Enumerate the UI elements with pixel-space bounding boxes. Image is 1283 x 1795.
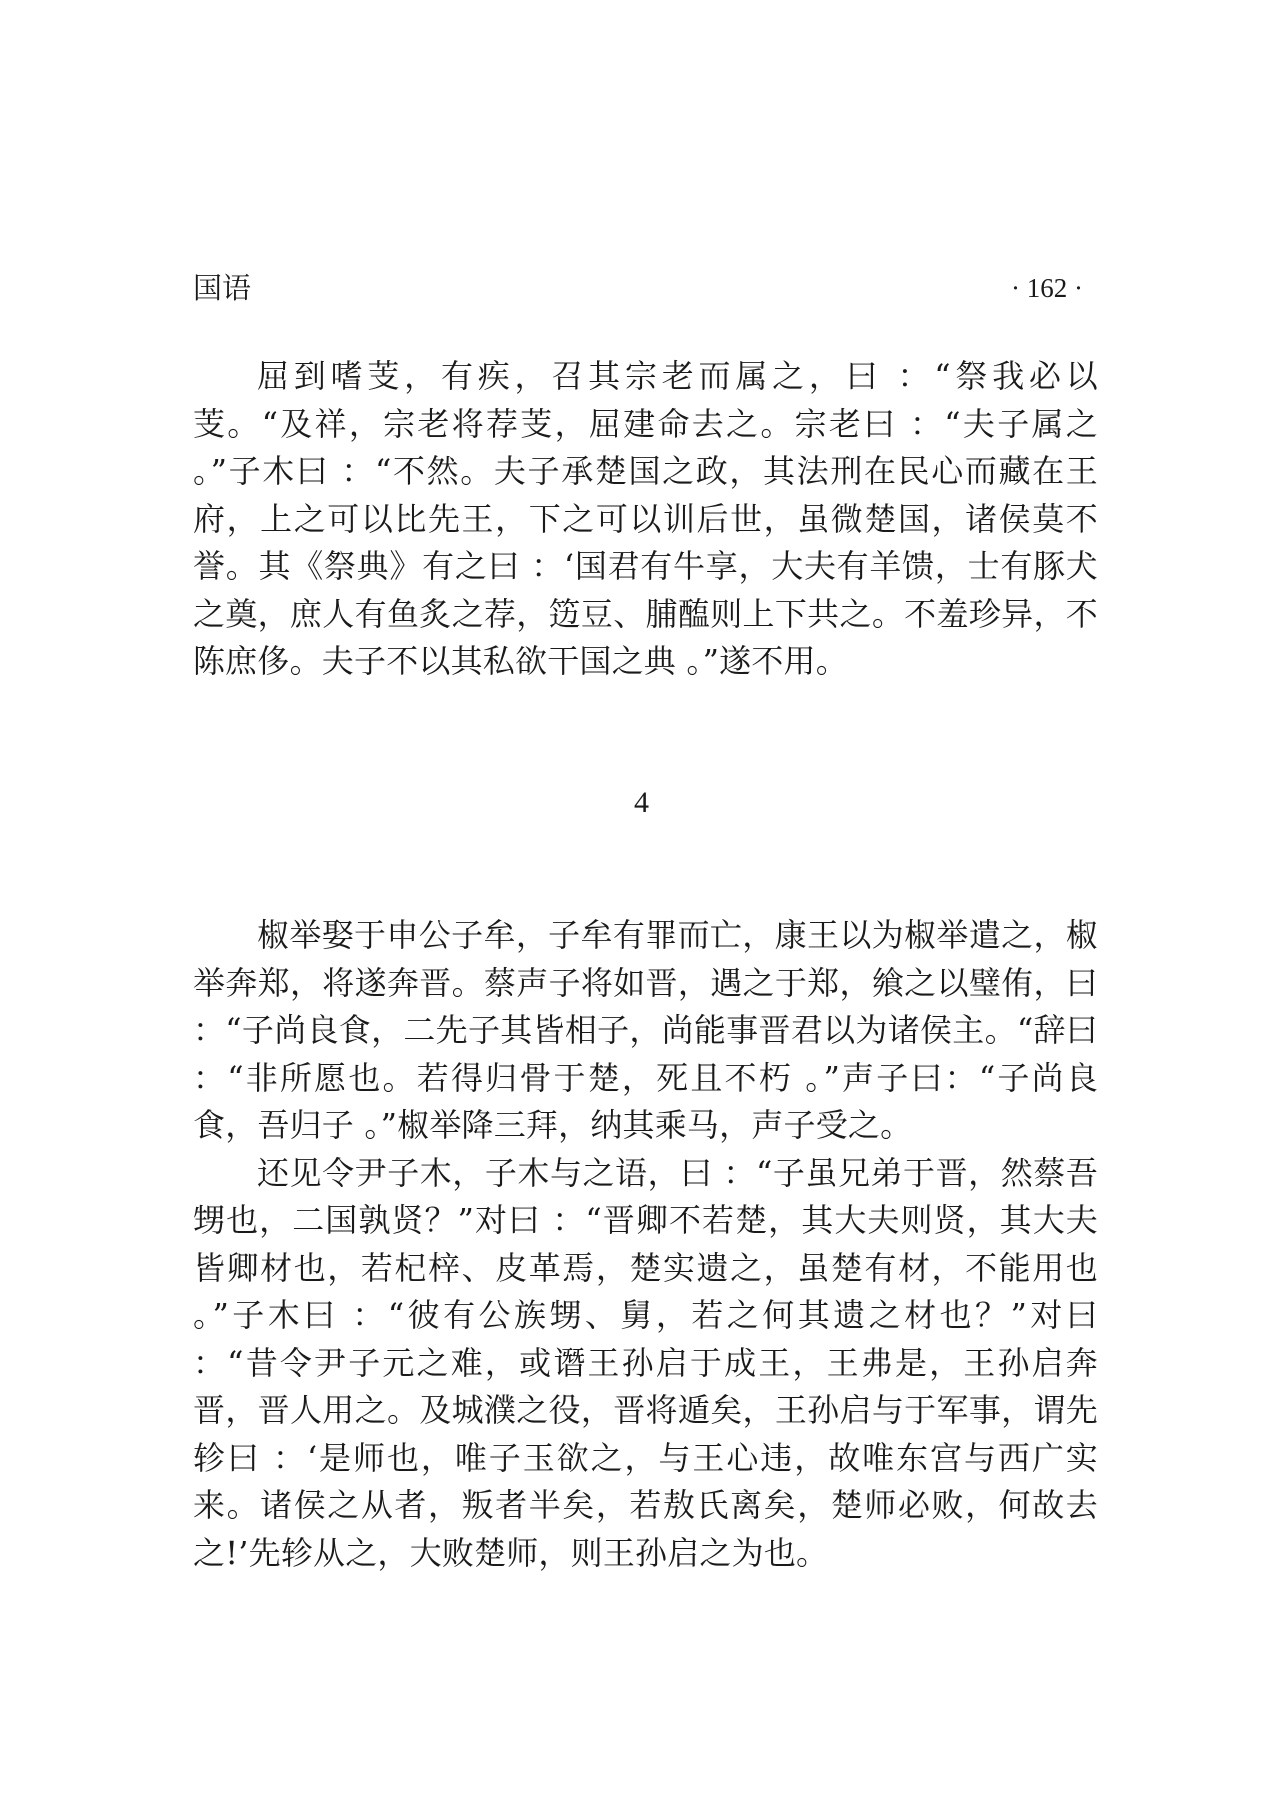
chapter-number: 4 xyxy=(634,786,649,819)
page-header xyxy=(193,268,1083,308)
paragraph: 还见令尹子木，子木与之语，曰 ：“子虽兄弟于晋，然蔡吾甥也，二国孰贤？”对曰 ：“晋卿不若楚，其大夫则贤，其大夫皆卿材也，若杞梓、皮革焉，楚实遗之，虽楚有材，不能用也 。”子木曰 ：“彼有公族甥、舅，若之何其遗之材也？”对曰 ：“昔令尹子元之难，或谮王孙启于成王，王弗是，王孙启奔晋，晋人用之。及城濮之役，晋将遁矣，王孙启与于军事，谓先轸曰 ：‘是师也，唯子玉欲之，与王心违，故唯东宫与西广实来。诸侯之从者，叛者半矣，若敖氏离矣，楚师必败，何故去之!’先轸从之，大败楚师，则王孙启之为也。 xyxy=(193,1153,1098,1572)
section-body-b xyxy=(193,912,1098,1577)
paragraph: 屈到嗜芰，有疾，召其宗老而属之，曰 ：“祭我必以芰。“及祥，宗老将荐芰，屈建命去之。宗老曰 ：“夫子属之 。”子木曰 ：“不然。夫子承楚国之政，其法刑在民心而藏在王府，上之可以比先王，下之可以训后世，虽微楚国，诸侯莫不誉。其《祭典》有之曰 ：‘国君有牛享，大夫有羊馈，士有豚犬之奠，庶人有鱼炙之荐，笾豆、脯醢则上下共之。不羞珍异，不陈庶侈。夫子不以其私欲干国之典 。”遂不用。 xyxy=(193,357,1098,680)
book-title: 国语 xyxy=(193,271,252,305)
paragraph: 椒举娶于申公子牟，子牟有罪而亡，康王以为椒举遣之，椒举奔郑，将遂奔晋。蔡声子将如晋，遇之于郑，飨之以璧侑，曰 ：“子尚良食，二先子其皆相子，尚能事晋君以为诸侯主。“辞曰 ：“非所愿也。若得归骨于楚，死且不朽 。”声子曰：“子尚良食，吾归子 。”椒举降三拜，纳其乘马，声子受之。 xyxy=(193,916,1098,1144)
page-number: · 162 · xyxy=(1011,273,1083,303)
section-body-a xyxy=(193,353,1098,686)
